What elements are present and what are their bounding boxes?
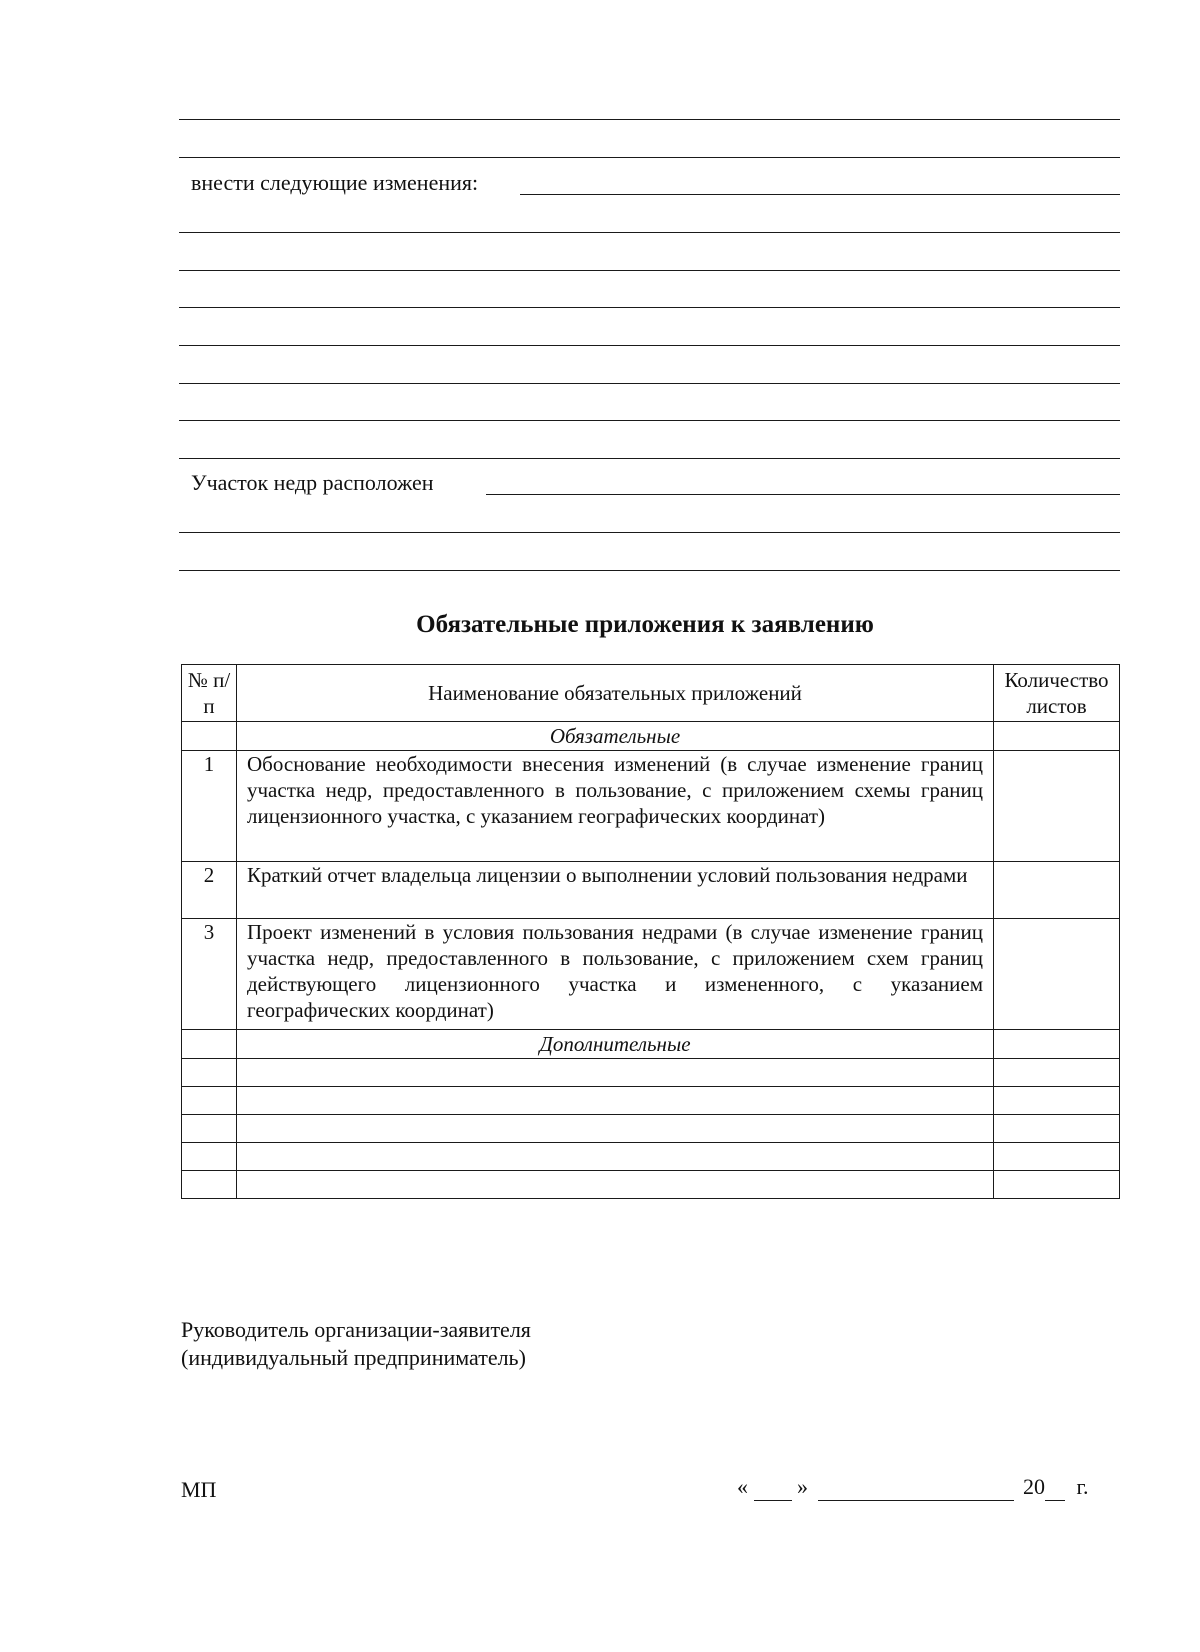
table-cell bbox=[182, 722, 237, 751]
fill-line[interactable] bbox=[179, 458, 1120, 459]
signature-block bbox=[181, 1316, 531, 1372]
year-prefix: 20 bbox=[1023, 1474, 1045, 1499]
header-qty: Количество листов bbox=[994, 665, 1120, 722]
empty-row bbox=[182, 1171, 1120, 1199]
table-cell[interactable] bbox=[994, 1115, 1120, 1143]
table-cell[interactable] bbox=[994, 1143, 1120, 1171]
appendix-title: Обязательные приложения к заявлению bbox=[416, 611, 874, 638]
section-label-mandatory: Обязательные bbox=[237, 722, 994, 751]
item-num: 2 bbox=[182, 862, 237, 919]
fill-line[interactable] bbox=[179, 307, 1120, 308]
fill-line[interactable] bbox=[179, 345, 1120, 346]
table-cell[interactable] bbox=[237, 1087, 994, 1115]
table-cell bbox=[182, 1030, 237, 1059]
fill-line[interactable] bbox=[179, 420, 1120, 421]
table-cell[interactable] bbox=[182, 1171, 237, 1199]
item-qty[interactable] bbox=[994, 862, 1120, 919]
stamp-placeholder: МП bbox=[181, 1477, 217, 1502]
fill-line[interactable] bbox=[179, 119, 1120, 120]
changes-fill-line[interactable] bbox=[520, 194, 1120, 195]
table-cell[interactable] bbox=[182, 1143, 237, 1171]
month-fill-line[interactable] bbox=[818, 1474, 1014, 1501]
table-cell[interactable] bbox=[182, 1115, 237, 1143]
section-row-additional bbox=[182, 1030, 1120, 1059]
item-num: 3 bbox=[182, 919, 237, 1030]
fill-line[interactable] bbox=[179, 157, 1120, 158]
table-cell[interactable] bbox=[237, 1171, 994, 1199]
table-cell bbox=[994, 1030, 1120, 1059]
item-qty[interactable] bbox=[994, 751, 1120, 862]
signer-title: Руководитель организации-заявителя bbox=[181, 1317, 531, 1342]
table-cell[interactable] bbox=[182, 1087, 237, 1115]
fill-line[interactable] bbox=[179, 532, 1120, 533]
header-num: № п/п bbox=[182, 665, 237, 722]
year-fill-line[interactable] bbox=[1045, 1474, 1065, 1501]
fill-line[interactable] bbox=[179, 270, 1120, 271]
table-cell[interactable] bbox=[237, 1059, 994, 1087]
empty-row bbox=[182, 1115, 1120, 1143]
changes-label: внести следующие изменения: bbox=[191, 170, 479, 195]
section-label-additional: Дополнительные bbox=[237, 1030, 994, 1059]
table-cell[interactable] bbox=[994, 1087, 1120, 1115]
date-open-quote: « bbox=[737, 1474, 748, 1499]
location-fill-line[interactable] bbox=[486, 494, 1120, 495]
empty-row bbox=[182, 1087, 1120, 1115]
appendix-table bbox=[181, 664, 1120, 1199]
item-name: Обоснование необходимости внесения изменений (в случае изменение границ участка недр, предоставленного в пользование, с приложением схемы границ лицензионного участка, с указанием географических координат) bbox=[237, 751, 994, 862]
table-row bbox=[182, 919, 1120, 1030]
empty-row bbox=[182, 1059, 1120, 1087]
day-fill-line[interactable] bbox=[754, 1474, 792, 1501]
table-cell[interactable] bbox=[237, 1115, 994, 1143]
date-field bbox=[737, 1474, 1089, 1501]
table-cell bbox=[994, 722, 1120, 751]
table-row bbox=[182, 751, 1120, 862]
signer-subtitle: (индивидуальный предприниматель) bbox=[181, 1345, 526, 1370]
fill-line[interactable] bbox=[179, 383, 1120, 384]
item-num: 1 bbox=[182, 751, 237, 862]
table-row bbox=[182, 862, 1120, 919]
year-suffix: г. bbox=[1076, 1474, 1089, 1499]
table-cell[interactable] bbox=[994, 1171, 1120, 1199]
table-cell[interactable] bbox=[182, 1059, 237, 1087]
item-name: Проект изменений в условия пользования недрами (в случае изменение границ участка недр, предоставленного в пользование, с приложением схем границ действующего лицензионного участка и измененного, с указанием географических координат) bbox=[237, 919, 994, 1030]
table-header-row bbox=[182, 665, 1120, 722]
date-close-quote: » bbox=[797, 1474, 808, 1499]
section-row-mandatory bbox=[182, 722, 1120, 751]
item-name: Краткий отчет владельца лицензии о выполнении условий пользования недрами bbox=[237, 862, 994, 919]
table-cell[interactable] bbox=[994, 1059, 1120, 1087]
table-cell[interactable] bbox=[237, 1143, 994, 1171]
header-name: Наименование обязательных приложений bbox=[237, 665, 994, 722]
item-qty[interactable] bbox=[994, 919, 1120, 1030]
location-label: Участок недр расположен bbox=[191, 470, 434, 495]
fill-line[interactable] bbox=[179, 232, 1120, 233]
empty-row bbox=[182, 1143, 1120, 1171]
fill-line[interactable] bbox=[179, 570, 1120, 571]
